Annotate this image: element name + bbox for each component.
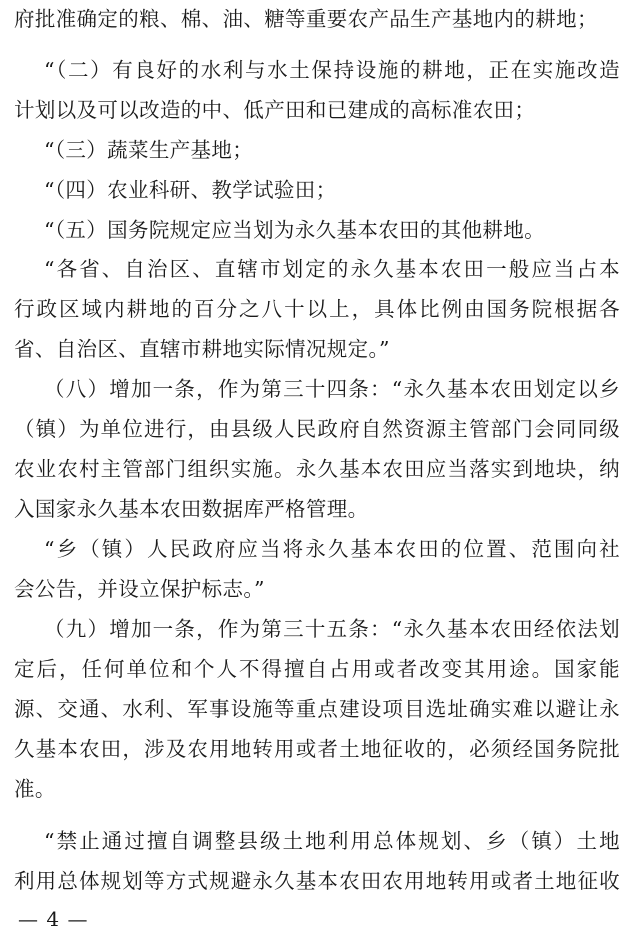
text-line-12: 农业农村主管部门组织实施。永久基本农田应当落实到地块，纳 <box>14 457 620 481</box>
text-line-3: 计划以及可以改造的中、低产田和已建成的高标准农田； <box>14 98 536 122</box>
text-line-20: 准。 <box>14 777 56 801</box>
text-line-19: 久基本农田，涉及农用地转用或者土地征收的，必须经国务院批 <box>14 737 620 761</box>
text-line-7: “各省、自治区、直辖市划定的永久基本农田一般应当占本 <box>44 257 620 281</box>
text-line-1: 府批准确定的粮、棉、油、糖等重要农产品生产基地内的耕地； <box>14 7 598 31</box>
text-line-5: “（四）农业科研、教学试验田； <box>44 178 337 202</box>
text-line-13: 入国家永久基本农田数据库严格管理。 <box>14 497 369 521</box>
text-line-4: “（三）蔬菜生产基地； <box>44 138 254 162</box>
text-line-10: （八）增加一条，作为第三十四条：“永久基本农田划定以乡 <box>44 377 620 401</box>
text-line-9: 省、自治区、直辖市耕地实际情况规定。” <box>14 337 390 361</box>
text-line-8: 行政区域内耕地的百分之八十以上，具体比例由国务院根据各 <box>14 297 620 321</box>
text-line-11: （镇）为单位进行，由县级人民政府自然资源主管部门会同同级 <box>14 417 620 441</box>
text-line-2: “（二）有良好的水利与水土保持设施的耕地，正在实施改造 <box>44 58 620 82</box>
text-line-16: （九）增加一条，作为第三十五条：“永久基本农田经依法划 <box>44 617 620 641</box>
text-line-17: 定后，任何单位和个人不得擅自占用或者改变其用途。国家能 <box>14 657 620 681</box>
text-line-22: 利用总体规划等方式规避永久基本农田农用地转用或者土地征收 <box>14 869 620 893</box>
text-line-14: “乡（镇）人民政府应当将永久基本农田的位置、范围向社 <box>44 537 620 561</box>
text-line-6: “（五）国务院规定应当划为永久基本农田的其他耕地。 <box>44 218 545 242</box>
text-line-21: “禁止通过擅自调整县级土地利用总体规划、乡（镇）土地 <box>44 829 620 853</box>
page-number: — 4 — <box>18 907 89 931</box>
text-line-15: 会公告，并设立保护标志。” <box>14 577 265 601</box>
text-line-18: 源、交通、水利、军事设施等重点建设项目选址确实难以避让永 <box>14 697 620 721</box>
